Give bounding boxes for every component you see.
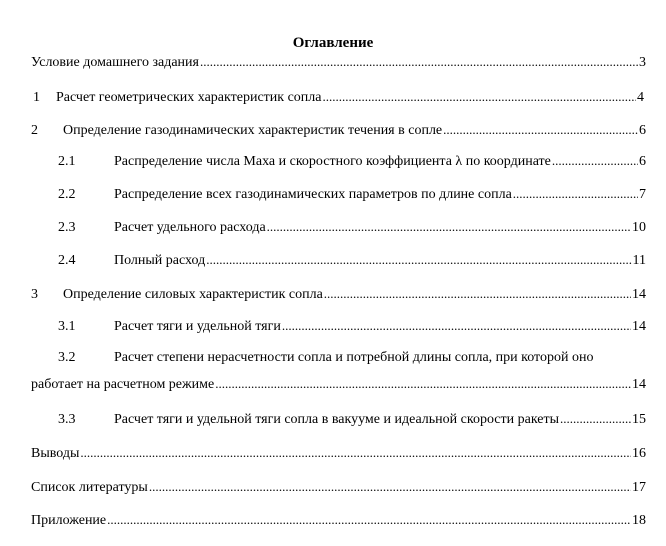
- toc-heading: Оглавление: [292, 35, 374, 51]
- toc-entry: [0, 52, 666, 72]
- toc-entry-number: 3.2: [58, 350, 76, 365]
- toc-entry-page: 4: [637, 90, 644, 105]
- toc-entry-text: Распределение числа Маха и скоростного коэффициента λ по координате: [114, 154, 551, 169]
- toc-entry-number: 3: [31, 287, 38, 302]
- toc-entry: [0, 87, 666, 107]
- toc-leader-dots: [149, 477, 631, 497]
- toc-leader-dots: [443, 120, 638, 140]
- toc-leader-dots: [107, 510, 631, 530]
- toc-entry-text: Список литературы: [31, 480, 148, 495]
- toc-entry-page: 7: [639, 187, 646, 202]
- toc-entry-page: 11: [632, 253, 646, 268]
- toc-entry-page: 14: [632, 319, 646, 334]
- toc-entry: [0, 217, 666, 237]
- toc-entry-text: Определение силовых характеристик сопла: [63, 287, 323, 302]
- toc-leader-dots: [80, 443, 631, 463]
- toc-entry-text: Выводы: [31, 446, 80, 461]
- toc-leader-dots: [513, 184, 638, 204]
- toc-entry-text: Приложение: [31, 513, 107, 528]
- toc-entry: [0, 284, 666, 304]
- toc-entry-text: Распределение всех газодинамических параметров по длине сопла: [114, 187, 512, 202]
- toc-entry-text: Расчет тяги и удельной тяги: [114, 319, 281, 334]
- toc-entry-text: Полный расход: [114, 253, 206, 268]
- toc-entry-number: 3.3: [58, 412, 76, 427]
- toc-entry-number: 2.2: [58, 187, 76, 202]
- toc-leader-dots: [560, 409, 631, 429]
- toc-entry-page: 18: [632, 513, 646, 528]
- toc-entry: [0, 443, 666, 463]
- toc-leader-dots: [267, 217, 631, 237]
- toc-entry: [0, 409, 666, 429]
- toc-leader-dots: [215, 374, 631, 394]
- toc-entry-continuation: [0, 374, 666, 394]
- toc-entry-page: 14: [632, 287, 646, 302]
- toc-entry-number: 1: [33, 90, 40, 105]
- toc-entry-number: 2.1: [58, 154, 76, 169]
- toc-entry-text: Расчет степени нерасчетности сопла и потребной длины сопла, при которой оно: [114, 350, 594, 365]
- toc-entry: [0, 316, 666, 336]
- toc-leader-dots: [324, 284, 631, 304]
- toc-entry-number: 2.3: [58, 220, 76, 235]
- toc-entry-page: 16: [632, 446, 646, 461]
- toc-entry-number: 2.4: [58, 253, 76, 268]
- toc-entry-page: 10: [632, 220, 646, 235]
- toc-entry-number: 3.1: [58, 319, 76, 334]
- toc-entry-number: 2: [31, 123, 38, 138]
- toc-entry: [0, 120, 666, 140]
- toc-entry: [0, 510, 666, 530]
- toc-entry-page: 3: [639, 55, 646, 70]
- toc-entry: [0, 250, 666, 270]
- toc-entry-text: Условие домашнего задания: [31, 55, 199, 70]
- toc-entry-text: Определение газодинамических характеристик течения в сопле: [63, 123, 443, 138]
- toc-entry: [0, 184, 666, 204]
- toc-entry-text-line2: работает на расчетном режиме: [31, 377, 215, 392]
- toc-leader-dots: [200, 52, 638, 72]
- toc-entry: [0, 477, 666, 497]
- toc-entry-text: Расчет геометрических характеристик сопла: [56, 90, 322, 105]
- toc-leader-dots: [323, 87, 637, 107]
- toc-leader-dots: [206, 250, 631, 270]
- toc-entry-text: Расчет удельного расхода: [114, 220, 266, 235]
- toc-leader-dots: [552, 151, 638, 171]
- toc-entry: [0, 151, 666, 171]
- toc-entry-page: 6: [639, 154, 646, 169]
- toc-entry-page: 14: [632, 377, 646, 392]
- toc-entry-page: 6: [639, 123, 646, 138]
- toc-entry-text: Расчет тяги и удельной тяги сопла в вакууме и идеальной скорости ракеты: [114, 412, 560, 427]
- toc-entry-page: 17: [632, 480, 646, 495]
- toc-entry-page: 15: [632, 412, 646, 427]
- toc-entry: [0, 348, 666, 368]
- toc-leader-dots: [282, 316, 631, 336]
